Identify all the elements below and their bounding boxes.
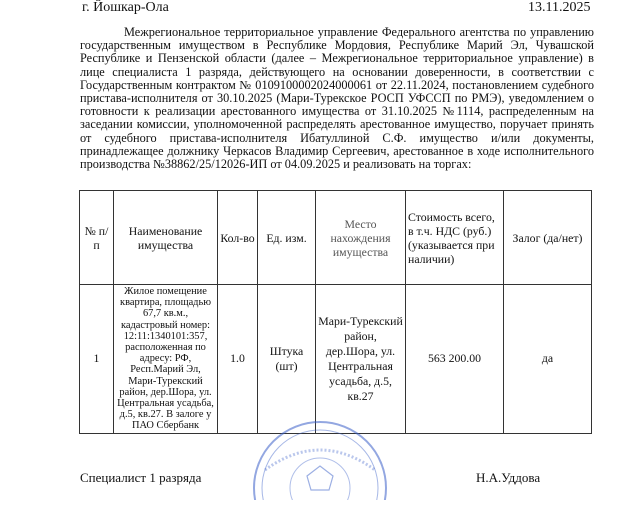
row-location: Мари-Турекский район, дер.Шора, ул. Центральная усадьба, д.5, кв.27 xyxy=(316,285,406,434)
property-table xyxy=(79,190,592,434)
table-header-row xyxy=(80,191,592,285)
header-qty: Кол-во xyxy=(218,191,258,285)
intro-paragraph: Межрегиональное территориальное управление Федерального агентства по управлению государственным имуществом в Республике Мордовия, Республике Марий Эл, Чувашской Республике и Пензенской области (далее – Межрегиональное территориальное управление) в лице специалиста 1 разряда, действующего на основании доверенности, в соответствии с Государственным контрактом № 0109100002024000061 от 22.11.2024, постановлением судебного пристава-исполнителя от 30.10.2025 (Мари-Турекское РОСП УФССП по РМЭ), уведомлением о готовности к реализации арестованного имущества от 31.10.2025 №1114, распределенным на заседании комиссии, уполномоченной распределять арестованное имущество, поручает принять от судебного пристава-исполнителя Ибатуллиной С.Ф. имущество и/или документы, принадлежащее должнику Черкасов Владимир Сергеевич, арестованное в ходе исполнительного производства №38862/25/12026-ИП от 04.09.2025 и реализовать на торгах: xyxy=(80,25,594,172)
row-unit: Штука (шт) xyxy=(258,285,316,434)
official-seal-icon xyxy=(245,410,395,505)
header-location: Место нахождения имущества xyxy=(316,191,406,285)
document-place: г. Йошкар-Ола xyxy=(82,0,169,15)
document-date: 13.11.2025 xyxy=(528,0,591,15)
header-name: Наименование имущества xyxy=(114,191,218,285)
signer-position: Специалист 1 разряда xyxy=(80,470,202,485)
row-qty: 1.0 xyxy=(218,285,258,434)
row-num: 1 xyxy=(80,285,114,434)
row-cost: 563 200.00 xyxy=(406,285,504,434)
header-cost: Стоимость всего, в т.ч. НДС (руб.) (указывается при наличии) xyxy=(406,191,504,285)
header-num: № п/п xyxy=(80,191,114,285)
header-unit: Ед. изм. xyxy=(258,191,316,285)
signer-name: Н.А.Уддова xyxy=(476,470,541,485)
row-pledge: да xyxy=(504,285,592,434)
header-pledge: Залог (да/нет) xyxy=(504,191,592,285)
row-name: Жилое помещение квартира, площадью 67,7 кв.м., кадастровый номер: 12:11:1340101:357, расположенная по адресу: РФ, Респ.Марий Эл, Мари-Турекский район, дер.Шора, ул. Центральная усадьба, д.5, кв.27. В залоге у ПАО Сбербанк xyxy=(114,285,218,434)
